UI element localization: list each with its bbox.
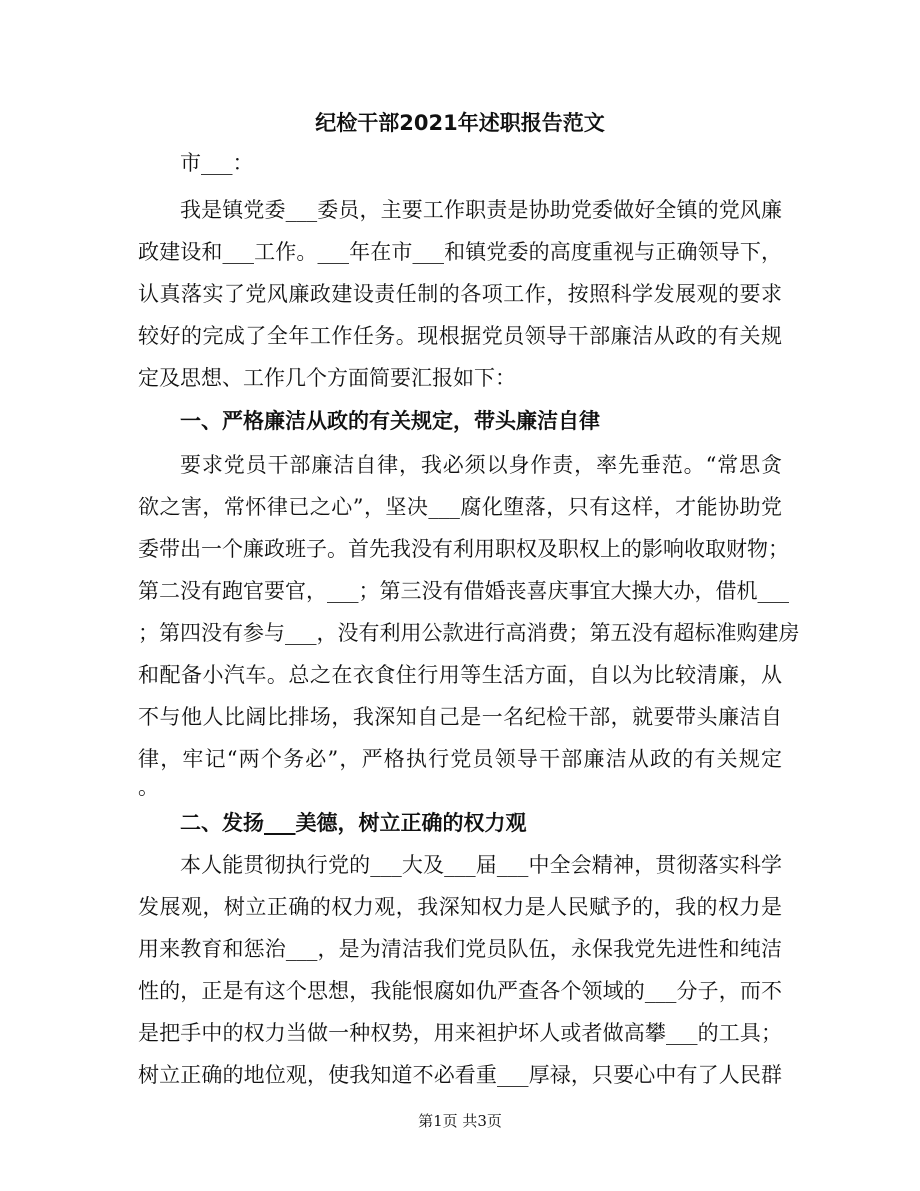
section-heading: 二、发扬___美德，树立正确的权力观 [180,811,527,835]
paragraph-line: 树立正确的地位观，使我知道不必看重___厚禄，只要心中有了人民群 [138,1063,782,1087]
paragraph-line: 要求党员干部廉洁自律，我必须以身作责，率先垂范。“常思贪 [180,453,782,477]
paragraph-line: 和配备小汽车。总之在衣食住行用等生活方面，自以为比较清廉，从 [138,663,782,687]
paragraph-line: 欲之害，常怀律已之心”，坚决___腐化堕落，只有这样，才能协助党 [138,495,782,519]
paragraph-line: 性的，正是有这个思想，我能恨腐如仇严查各个领域的___分子，而不 [138,979,782,1003]
paragraph-line: 律，牢记“两个务必”，严格执行党员领导干部廉洁从政的有关规定 [138,747,782,771]
paragraph-line: 发展观，树立正确的权力观，我深知权力是人民赋予的，我的权力是 [138,895,782,919]
paragraph-line: 我是镇党委___委员，主要工作职责是协助党委做好全镇的党风廉 [180,198,782,222]
paragraph-line: 用来教育和惩治___，是为清洁我们党员队伍，永保我党先进性和纯洁 [138,937,782,961]
paragraph-line: 本人能贯彻执行党的___大及___届___中全会精神，贯彻落实科学 [180,853,782,877]
paragraph-line: 较好的完成了全年工作任务。现根据党员领导干部廉洁从政的有关规 [138,324,782,348]
document-title: 纪检干部2021年述职报告范文 [315,111,605,135]
paragraph-line: 是把手中的权力当做一种权势，用来袒护坏人或者做高攀___的工具； [138,1021,782,1045]
salutation: 市___： [180,151,254,175]
paragraph-line: 政建设和___工作。___年在市___和镇党委的高度重视与正确领导下， [138,240,782,264]
paragraph-line: 定及思想、工作几个方面简要汇报如下： [138,366,516,390]
paragraph-line: ；第四没有参与___，没有利用公款进行高消费；第五没有超标准购建房 [138,621,800,645]
paragraph-line: 。 [138,775,159,799]
paragraph-line: 第二没有跑官要官，___；第三没有借婚丧喜庆事宜大操大办，借机___ [138,579,789,603]
paragraph-line: 委带出一个廉政班子。首先我没有利用职权及职权上的影响收取财物； [138,537,789,561]
paragraph-line: 不与他人比阔比排场，我深知自己是一名纪检干部，就要带头廉洁自 [138,705,782,729]
section-heading: 一、严格廉洁从政的有关规定，带头廉洁自律 [180,409,600,433]
page-indicator: 第1页 共3页 [418,1112,502,1130]
paragraph-line: 认真落实了党风廉政建设责任制的各项工作，按照科学发展观的要求 [138,282,782,306]
